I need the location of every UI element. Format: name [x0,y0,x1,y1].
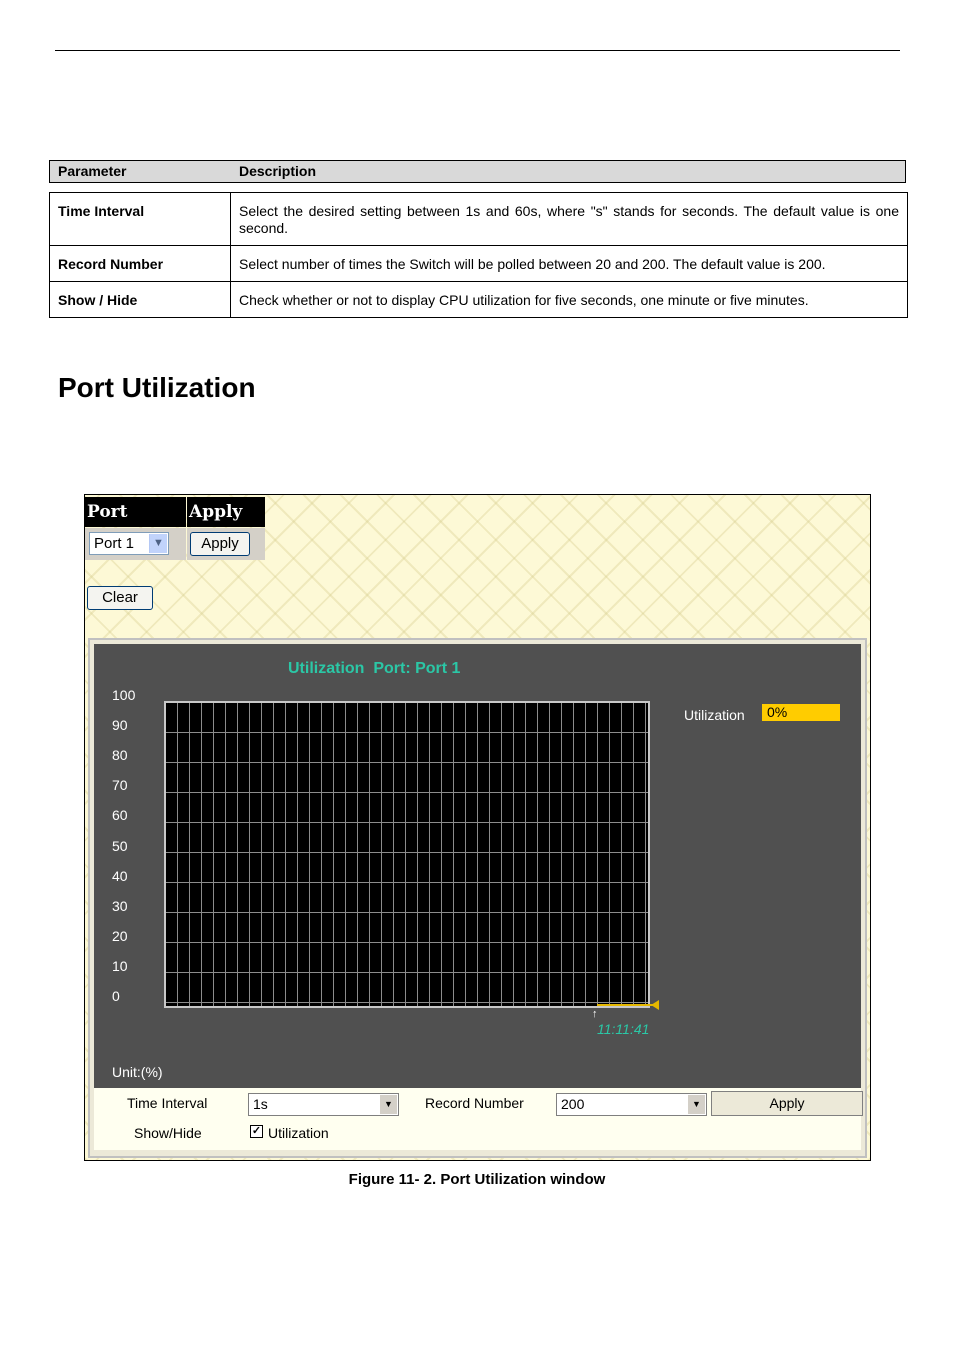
port-header: Port [85,497,186,527]
param-table-header [49,160,906,183]
y-tick-label: 0 [112,988,120,1004]
x-tick-label: 11:11:41 [597,1021,650,1037]
controls-bar [94,1088,861,1150]
y-tick-label: 40 [112,867,128,884]
table-row [50,246,908,282]
y-tick-label: 50 [112,837,128,854]
port-select[interactable] [89,532,169,555]
unit-label: Unit:(%) [112,1064,163,1080]
header-parameter: Parameter [58,163,127,179]
y-tick-label: 60 [112,807,128,824]
chevron-down-icon[interactable]: ▼ [687,1095,705,1114]
header-rule [55,50,900,51]
series-marker [651,1000,659,1010]
param-table [49,192,908,318]
param-desc: Check whether or not to display CPU utilization for five seconds, one minute or five minutes. [231,282,908,318]
param-name: Record Number [50,246,231,282]
table-row [50,193,908,246]
chart-title: Utilization Port: Port 1 [288,660,461,677]
param-name: Time Interval [50,193,231,246]
param-desc: Select the desired setting between 1s and 60s, where "s" stands for seconds. The default value is one second. [231,193,908,246]
record-number-select[interactable] [556,1093,707,1116]
y-tick-label: 70 [112,777,128,794]
y-tick-label: 90 [112,717,128,734]
y-tick-label: 10 [112,957,128,974]
apply-button[interactable]: Apply [190,532,250,556]
record-number-value: 200 [561,1096,585,1112]
port-utilization-window [84,494,871,1161]
chart-grid [164,701,650,1008]
record-number-label: Record Number [425,1095,524,1111]
utilization-legend-label: Utilization [684,707,745,723]
time-interval-label: Time Interval [127,1095,208,1111]
y-tick-label: 80 [112,747,128,764]
param-desc: Select number of times the Switch will be polled between 20 and 200. The default value is 200. [231,246,908,282]
section-title: Port Utilization [58,372,256,403]
y-tick-label: 20 [112,927,128,944]
controls-apply-button[interactable]: Apply [711,1091,863,1116]
utilization-value: 0% [762,704,840,721]
utilization-checkbox[interactable]: ✓ [251,1125,262,1137]
table-row [50,282,908,318]
time-interval-value: 1s [253,1096,268,1112]
chart-area [94,644,861,1088]
utilization-checkbox-label: Utilization [268,1125,329,1141]
arrow-up-icon: ↑ [592,1008,598,1020]
apply-header: Apply [187,497,265,527]
clear-button[interactable]: Clear [87,586,153,610]
port-select-value: Port 1 [94,535,135,552]
chevron-down-icon[interactable]: ▼ [149,534,167,553]
figure-caption: Figure 11- 2. Port Utilization window [348,1171,606,1188]
chevron-down-icon[interactable]: ▼ [379,1095,397,1114]
header-description: Description [239,163,317,179]
y-tick-label: 30 [112,897,128,914]
show-hide-label: Show/Hide [134,1125,202,1141]
series-line [597,1004,655,1006]
utilization-panel [88,638,867,1158]
time-interval-select[interactable] [248,1093,399,1116]
y-tick-label: 100 [112,687,136,703]
param-name: Show / Hide [50,282,231,318]
